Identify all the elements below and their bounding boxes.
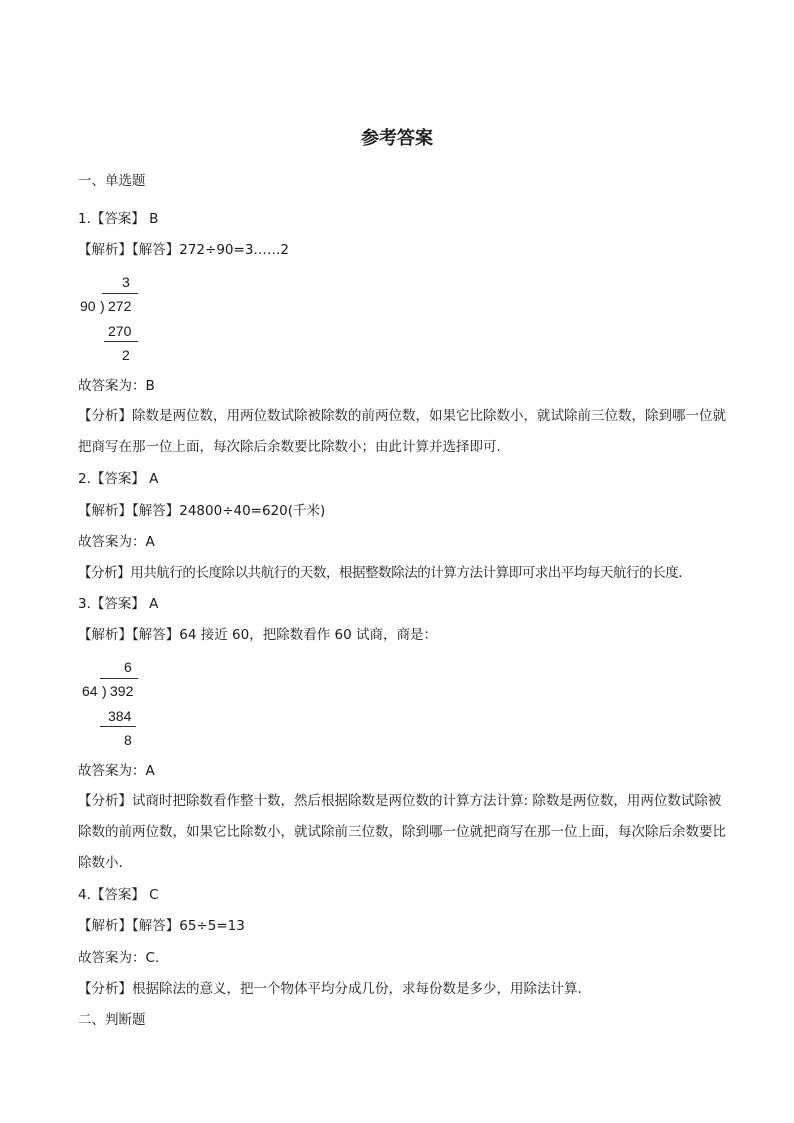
q1-division-bar: [102, 293, 138, 294]
q1-division-divisor: 90: [80, 298, 96, 314]
q2-answer: 2.【答案】 A: [78, 471, 159, 487]
q3-analysis: 【解析】【解答】64 接近 60，把除数看作 60 试商，商是：: [78, 627, 437, 643]
q1-note: 【分析】除数是两位数，用两位数试除被除数的前两位数，如果它比除数小，就试除前三位数，除到哪一位就把商写在那一位上面，每次除后余数要比除数小；由此计算并选择即可.: [78, 408, 726, 455]
q4-answer: 4.【答案】 C: [78, 887, 159, 903]
q3-answer: 3.【答案】 A: [78, 596, 159, 612]
q3-division-remainder: 8: [124, 732, 132, 748]
q3-division-divisor: 64: [82, 683, 98, 699]
q4-note: 【分析】根据除法的意义，把一个物体平均分成几份，求每份数是多少，用除法计算.: [78, 981, 582, 997]
q1-division-underline: [104, 341, 138, 342]
q2-note: 【分析】用共航行的长度除以共航行的天数，根据整数除法的计算方法计算即可求出平均每天航行的长度.: [78, 565, 683, 581]
q3-division-product: 384: [108, 708, 132, 724]
q3-division-bar: [100, 678, 138, 679]
page-title: 参考答案: [361, 128, 433, 149]
q3-division-bracket: ): [102, 683, 107, 699]
q1-division-dividend: 272: [108, 298, 132, 314]
section-heading-single-choice: 一、单选题: [78, 173, 146, 189]
q4-analysis: 【解析】【解答】65÷5=13: [78, 918, 245, 934]
q3-note: 【分析】试商时把除数看作整十数，然后根据除数是两位数的计算方法计算: 除数是两位数，用两位数试除被除数的前两位数，如果它比除数小，就试除前三位数，除到哪一位就把商写在那一位上面，每次除后余数要比除数小.: [78, 793, 726, 871]
q3-division-quotient: 6: [124, 659, 132, 675]
q1-conclusion: 故答案为：B: [78, 378, 155, 394]
q2-conclusion: 故答案为：A: [78, 534, 155, 550]
q1-long-division: [78, 268, 158, 368]
q2-analysis: 【解析】【解答】24800÷40=620(千米): [78, 503, 326, 519]
q1-division-remainder: 2: [122, 347, 130, 363]
section-heading-true-false: 二、判断题: [78, 1012, 146, 1028]
q3-division-underline: [100, 726, 136, 727]
q1-division-bracket: ): [100, 298, 105, 314]
q4-conclusion: 故答案为：C.: [78, 950, 160, 966]
q1-answer: 1.【答案】 B: [78, 211, 159, 227]
q3-conclusion: 故答案为：A: [78, 763, 155, 779]
q3-division-dividend: 392: [110, 683, 134, 699]
q1-division-quotient: 3: [122, 274, 130, 290]
q1-analysis: 【解析】【解答】272÷90=3……2: [78, 242, 289, 258]
q3-long-division: [78, 653, 158, 753]
q1-division-product: 270: [108, 323, 132, 339]
